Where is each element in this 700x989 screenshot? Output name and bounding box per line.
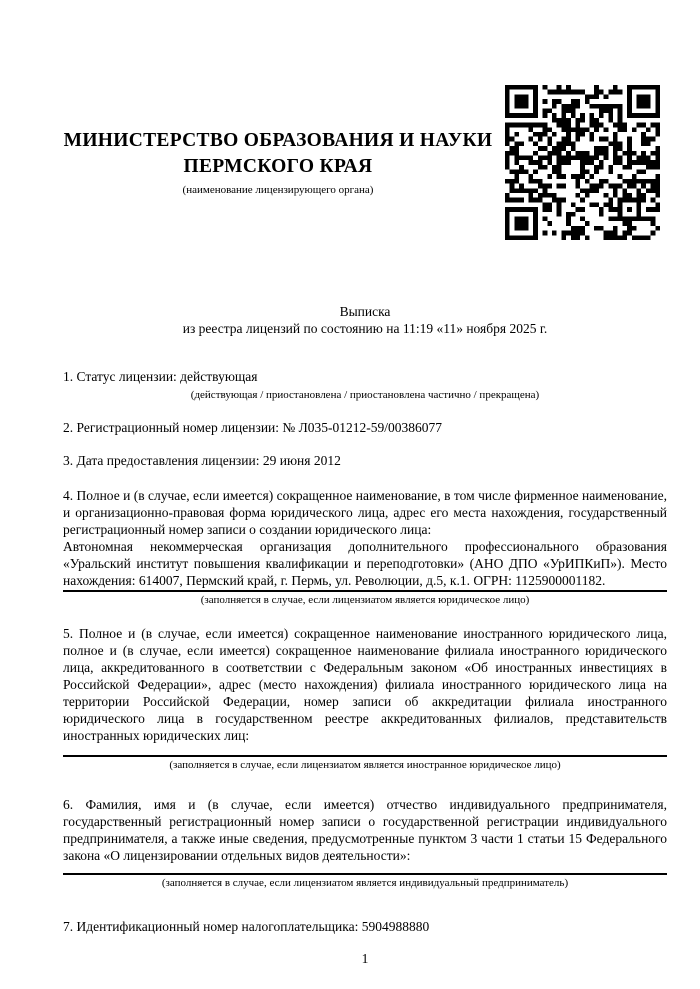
ministry-name-line1: МИНИСТЕРСТВО ОБРАЗОВАНИЯ И НАУКИ [63, 130, 493, 151]
fill-line-foreign-entity [63, 755, 667, 757]
field-legal-entity-caption: (заполняется в случае, если лицензиатом является юридическое лицо) [200, 594, 530, 606]
field-registration-number: 2. Регистрационный номер лицензии: № Л035-01212-59/00386077 [63, 420, 443, 435]
page-number: 1 [361, 951, 369, 966]
document-heading [63, 303, 667, 337]
doc-title: Выписка [339, 304, 391, 319]
fill-line-entrepreneur [63, 873, 667, 875]
ministry-caption: (наименование лицензирующего органа) [182, 184, 374, 196]
document-body [63, 0, 667, 967]
field-legal-entity-label: 4. Полное и (в случае, если имеется) сокращенное наименование, в том числе фирменное наименование, и организационно-правовая форма юридического лица, адрес его места нахождения, государственный регистрационный номер записи о создании юридического лица: [63, 488, 667, 537]
field-license-status-caption: (действующая / приостановлена / приостановлена частично / прекращена) [190, 389, 540, 401]
ministry-name-line2: ПЕРМСКОГО КРАЯ [183, 156, 373, 177]
field-taxpayer-number: 7. Идентификационный номер налогоплательщика: 5904988880 [63, 919, 430, 934]
field-entrepreneur-label: 6. Фамилия, имя и (в случае, если имеется) отчество индивидуального предпринимателя, государственный регистрационный номер записи о государственной регистрации индивидуального предпринимателя, а также иные сведения, предусмотренные пунктом 3 части 1 статьи 15 Федерального закона «О лицензировании отдельных видов деятельности»: [63, 797, 667, 863]
field-foreign-entity-label: 5. Полное и (в случае, если имеется) сокращенное наименование иностранного юридического лица, полное и (в случае, если имеется) сокращенное наименование филиала иностранного юридического лица, аккредитованного в соответствии с Федеральным законом «Об иностранных инвестициях в Российской Федерации», адрес (место нахождения) филиала иностранного юридического лица на территории Российской Федерации, номер записи об аккредитации филиала иностранного юридического лица в государственном реестре аккредитованных филиалов, представительств иностранных юридических лиц: [63, 626, 667, 743]
doc-subtitle: из реестра лицензий по состоянию на 11:19 «11» ноября 2025 г. [182, 321, 548, 336]
field-foreign-entity-caption: (заполняется в случае, если лицензиатом является иностранное юридическое лицо) [169, 759, 561, 771]
field-legal-entity-value: Автономная некоммерческая организация дополнительного профессионального образования «Уральский институт повышения квалификации и переподготовки» (АНО ДПО «УрИПКиП»). Место нахождения: 614007, Пермский край, г. Пермь, ул. Революции, д.5, к.1. ОГРН: 1125900001182. [63, 539, 667, 588]
field-license-status: 1. Статус лицензии: действующая [63, 369, 258, 384]
fill-line-legal-entity [63, 590, 667, 592]
field-grant-date: 3. Дата предоставления лицензии: 29 июня 2012 [63, 453, 341, 468]
field-entrepreneur-caption: (заполняется в случае, если лицензиатом является индивидуальный предприниматель) [161, 877, 569, 889]
